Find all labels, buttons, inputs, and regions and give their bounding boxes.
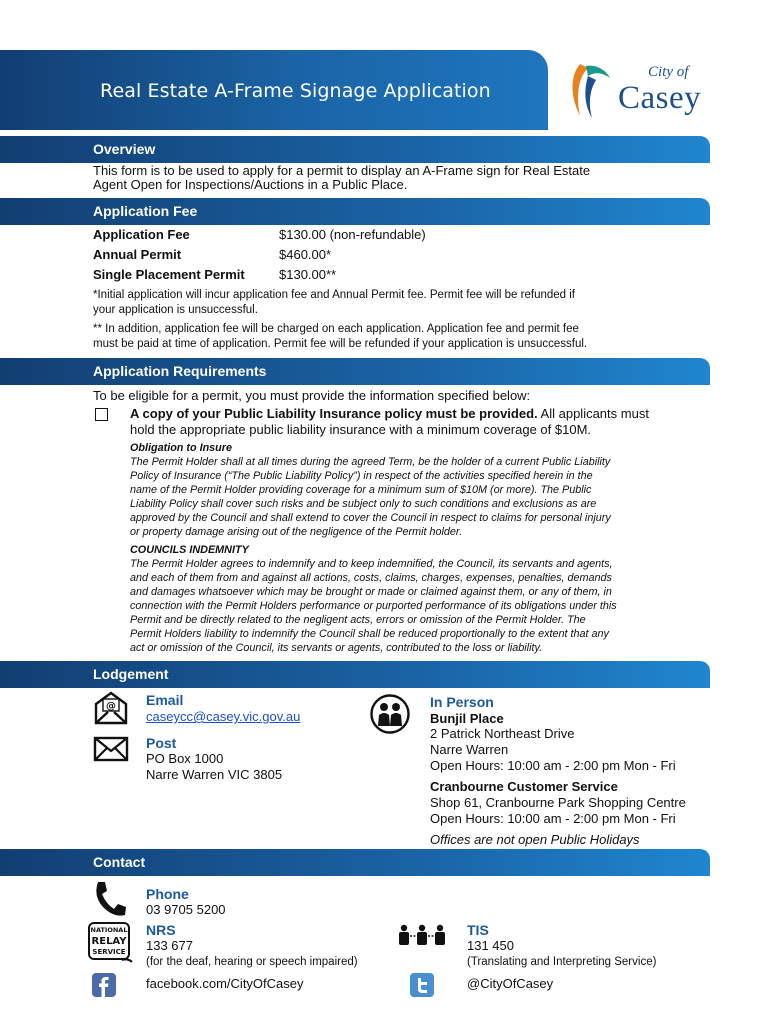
post-title: Post <box>146 735 177 751</box>
bunjil-hours: Open Hours: 10:00 am - 2:00 pm Mon - Fri <box>430 758 676 773</box>
logo-swoosh-icon <box>566 56 626 122</box>
title-banner <box>0 50 548 130</box>
requirements-bar <box>0 358 710 385</box>
email-icon <box>93 690 129 726</box>
phone-title: Phone <box>146 886 189 902</box>
fee-note-2-line-1: ** In addition, application fee will be charged on each application. Application fee and permit fee <box>93 323 579 335</box>
contact-bar <box>0 849 710 876</box>
post-line-2: Narre Warren VIC 3805 <box>146 767 283 782</box>
overview-heading: Overview <box>93 141 156 157</box>
relay-service-icon <box>88 922 134 964</box>
insurance-item-line-1 <box>130 407 649 421</box>
fee-heading: Application Fee <box>93 203 198 219</box>
indemnity-line: Permit Holders liability to indemnify the Council shall be reduced proportionally to the extent that any <box>130 628 609 640</box>
overview-bar <box>0 136 710 163</box>
tis-number: 131 450 <box>467 938 514 953</box>
obligation-line: Liability Policy shall cover such risks and be subject only to such conditions and exclusions as are <box>130 498 597 510</box>
fee-note-2-line-2: must be paid at time of application. Permit fee will be refunded if your application is unsuccessful. <box>93 338 588 350</box>
indemnity-line: The Permit Holder agrees to indemnify and to keep indemnified, the Council, its servants and agents, <box>130 558 613 570</box>
obligation-line: approved by the Council and shall extend to cover the Council in respect to claims for personal injury <box>130 512 611 524</box>
bunjil-address-1: 2 Patrick Northeast Drive <box>430 726 575 741</box>
indemnity-heading: COUNCILS INDEMNITY <box>130 544 249 556</box>
page-title: Real Estate A-Frame Signage Application <box>100 80 491 102</box>
people-icon <box>370 694 410 734</box>
relay-badge-bot: SERVICE <box>92 948 126 956</box>
email-title: Email <box>146 692 184 708</box>
svg-text:@: @ <box>106 701 116 712</box>
insurance-item-bold: A copy of your Public Liability Insurance policy must be provided. <box>130 406 538 421</box>
fee-label-application: Application Fee <box>93 227 190 242</box>
phone-number: 03 9705 5200 <box>146 902 226 917</box>
obligation-line: Policy of Insurance (“The Public Liability Policy”) in respect of the activities specified herein in the <box>130 470 593 482</box>
cranbourne-name: Cranbourne Customer Service <box>430 779 618 794</box>
lodgement-heading: Lodgement <box>93 666 169 682</box>
contact-heading: Contact <box>93 854 146 870</box>
obligation-line: name of the Permit Holder providing coverage for a minimum sum of $10M (or more). The Public <box>130 484 592 496</box>
offices-holiday-note: Offices are not open Public Holidays <box>430 832 640 847</box>
insurance-checkbox[interactable] <box>95 408 108 421</box>
obligation-line: The Permit Holder shall at all times during the agreed Term, be the holder of a current Public Liability <box>130 456 611 468</box>
nrs-number: 133 677 <box>146 938 193 953</box>
overview-line-1: This form is to be used to apply for a permit to display an A-Frame sign for Real Estate <box>93 163 591 178</box>
envelope-icon <box>93 736 129 762</box>
bunjil-address-2: Narre Warren <box>430 742 509 757</box>
tis-title: TIS <box>467 922 489 938</box>
fee-note-1-line-1: *Initial application will incur application fee and Annual Permit fee. Permit fee will be refunded if <box>93 289 575 301</box>
in-person-title: In Person <box>430 694 494 710</box>
city-of-casey-logo <box>566 56 716 122</box>
obligation-heading: Obligation to Insure <box>130 442 232 454</box>
nrs-note: (for the deaf, hearing or speech impaired) <box>146 956 358 968</box>
indemnity-line: connection with the Permit Holders performance or purported performance of its obligations under this <box>130 600 617 612</box>
phone-icon <box>92 880 128 918</box>
email-link[interactable]: caseycc@casey.vic.gov.au <box>146 709 301 724</box>
requirements-intro: To be eligible for a permit, you must provide the information specified below: <box>93 388 531 403</box>
relay-badge-mid: RELAY <box>91 936 127 947</box>
cranbourne-hours: Open Hours: 10:00 am - 2:00 pm Mon - Fri <box>430 811 676 826</box>
facebook-link[interactable]: facebook.com/CityOfCasey <box>146 976 304 991</box>
indemnity-line: and damages whatsoever which may be brought or made or claimed against them, or any of them, in <box>130 586 612 598</box>
indemnity-line: act or omission of the Council, its servants or agents, contributed to the loss or liability. <box>130 642 543 654</box>
post-line-1: PO Box 1000 <box>146 751 224 766</box>
lodgement-bar <box>0 661 710 688</box>
requirements-heading: Application Requirements <box>93 363 267 379</box>
fee-value-annual: $460.00* <box>279 247 332 262</box>
cranbourne-address: Shop 61, Cranbourne Park Shopping Centre <box>430 795 686 810</box>
fee-value-single: $130.00** <box>279 267 337 282</box>
nrs-title: NRS <box>146 922 176 938</box>
insurance-item-rest: All applicants must <box>537 406 649 421</box>
twitter-handle[interactable]: @CityOfCasey <box>467 976 554 991</box>
overview-line-2: Agent Open for Inspections/Auctions in a Public Place. <box>93 177 408 192</box>
logo-city-of: City of <box>648 64 689 80</box>
relay-badge-top: NATIONAL <box>90 926 128 934</box>
obligation-line: or property damage arising out of the negligence of the Permit holder. <box>130 526 463 538</box>
tis-icon <box>398 924 446 946</box>
logo-casey: Casey <box>618 80 702 116</box>
bunjil-place-name: Bunjil Place <box>430 711 504 726</box>
fee-label-single: Single Placement Permit <box>93 267 245 282</box>
indemnity-line: Permit and be directly related to the negligent acts, errors or omission of the Permit Holder. The <box>130 614 586 626</box>
fee-bar <box>0 198 710 225</box>
fee-value-application: $130.00 (non-refundable) <box>279 227 426 242</box>
fee-label-annual: Annual Permit <box>93 247 182 262</box>
insurance-item-line-2: hold the appropriate public liability insurance with a minimum coverage of $10M. <box>130 422 592 437</box>
twitter-icon <box>410 973 434 997</box>
indemnity-line: and each of them from and against all actions, costs, claims, charges, expenses, penalties, demands <box>130 572 612 584</box>
facebook-icon <box>92 973 116 997</box>
tis-note: (Translating and Interpreting Service) <box>467 956 657 968</box>
fee-note-1-line-2: your application is unsuccessful. <box>93 304 258 316</box>
